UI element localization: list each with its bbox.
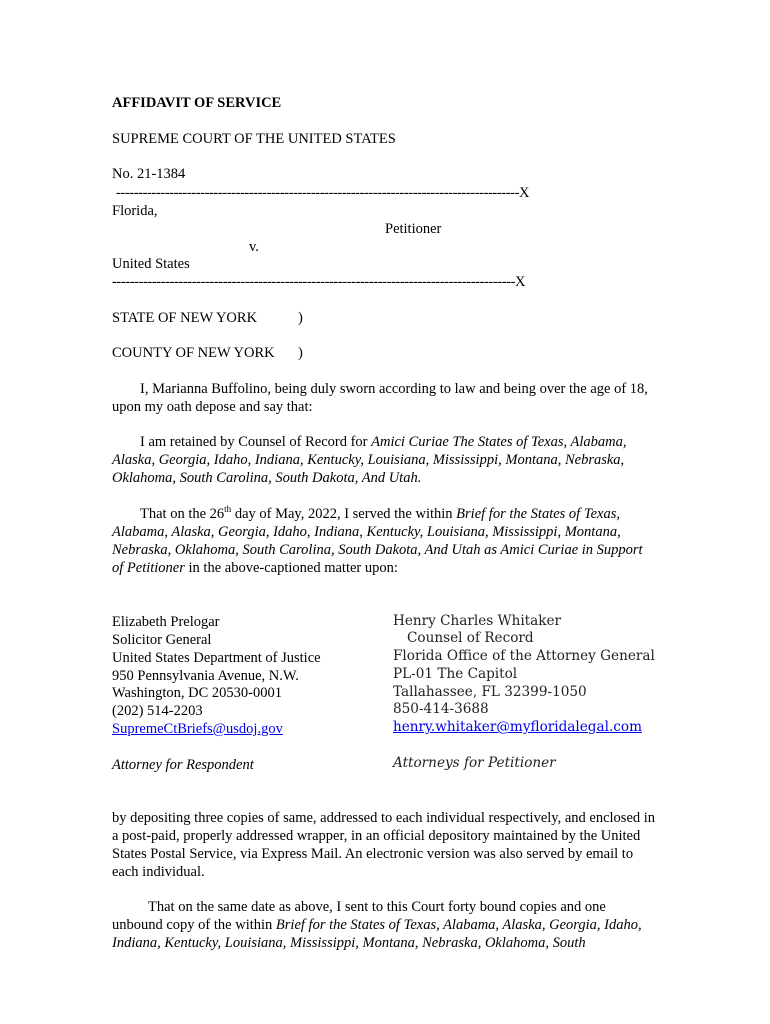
respondent-counsel-name: Elizabeth Prelogar [112,614,220,630]
retention-lead: I am retained by Counsel of Record for [140,434,372,450]
petitioner-counsel-name: Henry Charles Whitaker [393,613,562,629]
oath-paragraph: I, Marianna Buffolino, being duly sworn according to law and being over the age of 18, upon my oath depose and say that: [112,381,648,415]
petitioner-counsel-phone: 850-414-3688 [393,701,489,717]
respondent-name: United States [112,256,190,272]
petitioner-counsel-role: Attorneys for Petitioner [393,755,556,771]
service-tail: in the above-captioned matter upon: [184,560,398,576]
amici-list: Amici Curiae The States of Texas, Alabama, Alaska, Georgia, Idaho, Indiana, Kentucky, Louisiana, Mississippi, Montana, Nebraska, Oklahoma, South Carolina, South Dakota, And Utah. [112,434,627,486]
retention-paragraph [112,433,657,487]
petitioner-counsel-address2: Tallahassee, FL 32399-1050 [393,684,587,700]
court-name: SUPREME COURT OF THE UNITED STATES [112,131,396,147]
respondent-counsel-title: Solicitor General [112,632,212,648]
petitioner-counsel-title: Counsel of Record [407,630,534,646]
respondent-counsel-role: Attorney for Respondent [112,757,254,773]
service-mid: day of May, 2022, I served the within [231,506,457,522]
petitioner-counsel-office: Florida Office of the Attorney General [393,648,655,664]
respondent-counsel-address1: 950 Pennsylvania Avenue, N.W. [112,668,299,684]
brief-title: Brief for the States of Texas, Alabama, Alaska, Georgia, Idaho, Indiana, Kentucky, Louisiana, Mississippi, Montana, Nebraska, Oklahoma, South Carolina, South Dakota, And Utah as Amici Curiae in Support of Petitioner [112,506,643,576]
service-paragraph [112,505,657,577]
respondent-counsel-phone: (202) 514-2203 [112,703,203,719]
venue-state: STATE OF NEW YORK [112,310,258,326]
respondent-counsel-email-link[interactable]: SupremeCtBriefs@usdoj.gov [112,721,283,737]
petitioner-counsel-email-link[interactable]: henry.whitaker@myfloridalegal.com [393,719,642,735]
court-copies-brief-title: Brief for the States of Texas, Alabama, Alaska, Georgia, Idaho, Indiana, Kentucky, Louisiana, Mississippi, Montana, Nebraska, Oklahoma, South [112,917,642,951]
court-copies-lead: That on the same date as above, I sent to this Court forty bound copies and one unbound copy of the within [112,899,606,933]
respondent-counsel-office: United States Department of Justice [112,650,321,666]
petitioner-name: Florida, [112,203,158,219]
respondent-counsel-address2: Washington, DC 20530-0001 [112,685,283,701]
caption-divider-top: -------------------------------------------------------------------------------------------X [116,185,530,201]
petitioner-role: Petitioner [385,221,442,237]
deposit-paragraph: by depositing three copies of same, addressed to each individual respectively, and enclosed in a post-paid, properly addressed wrapper, in an official depository maintained by the United States Postal Service, via Express Mail. An electronic version was also served by email to each individual. [112,810,656,880]
caption-divider-bottom: -------------------------------------------------------------------------------------------X [112,274,526,290]
service-lead: That on the 26 [140,506,225,522]
venue-county: COUNTY OF NEW YORK [112,345,275,361]
court-copies-paragraph [112,898,657,952]
venue-county-bracket: ) [298,345,303,361]
versus-label: v. [249,239,259,255]
affidavit-heading: AFFIDAVIT OF SERVICE [112,95,282,111]
petitioner-counsel-address1: PL-01 The Capitol [393,666,518,682]
ordinal-suffix: th [224,504,232,515]
case-number: No. 21-1384 [112,166,186,182]
venue-state-bracket: ) [298,310,303,326]
